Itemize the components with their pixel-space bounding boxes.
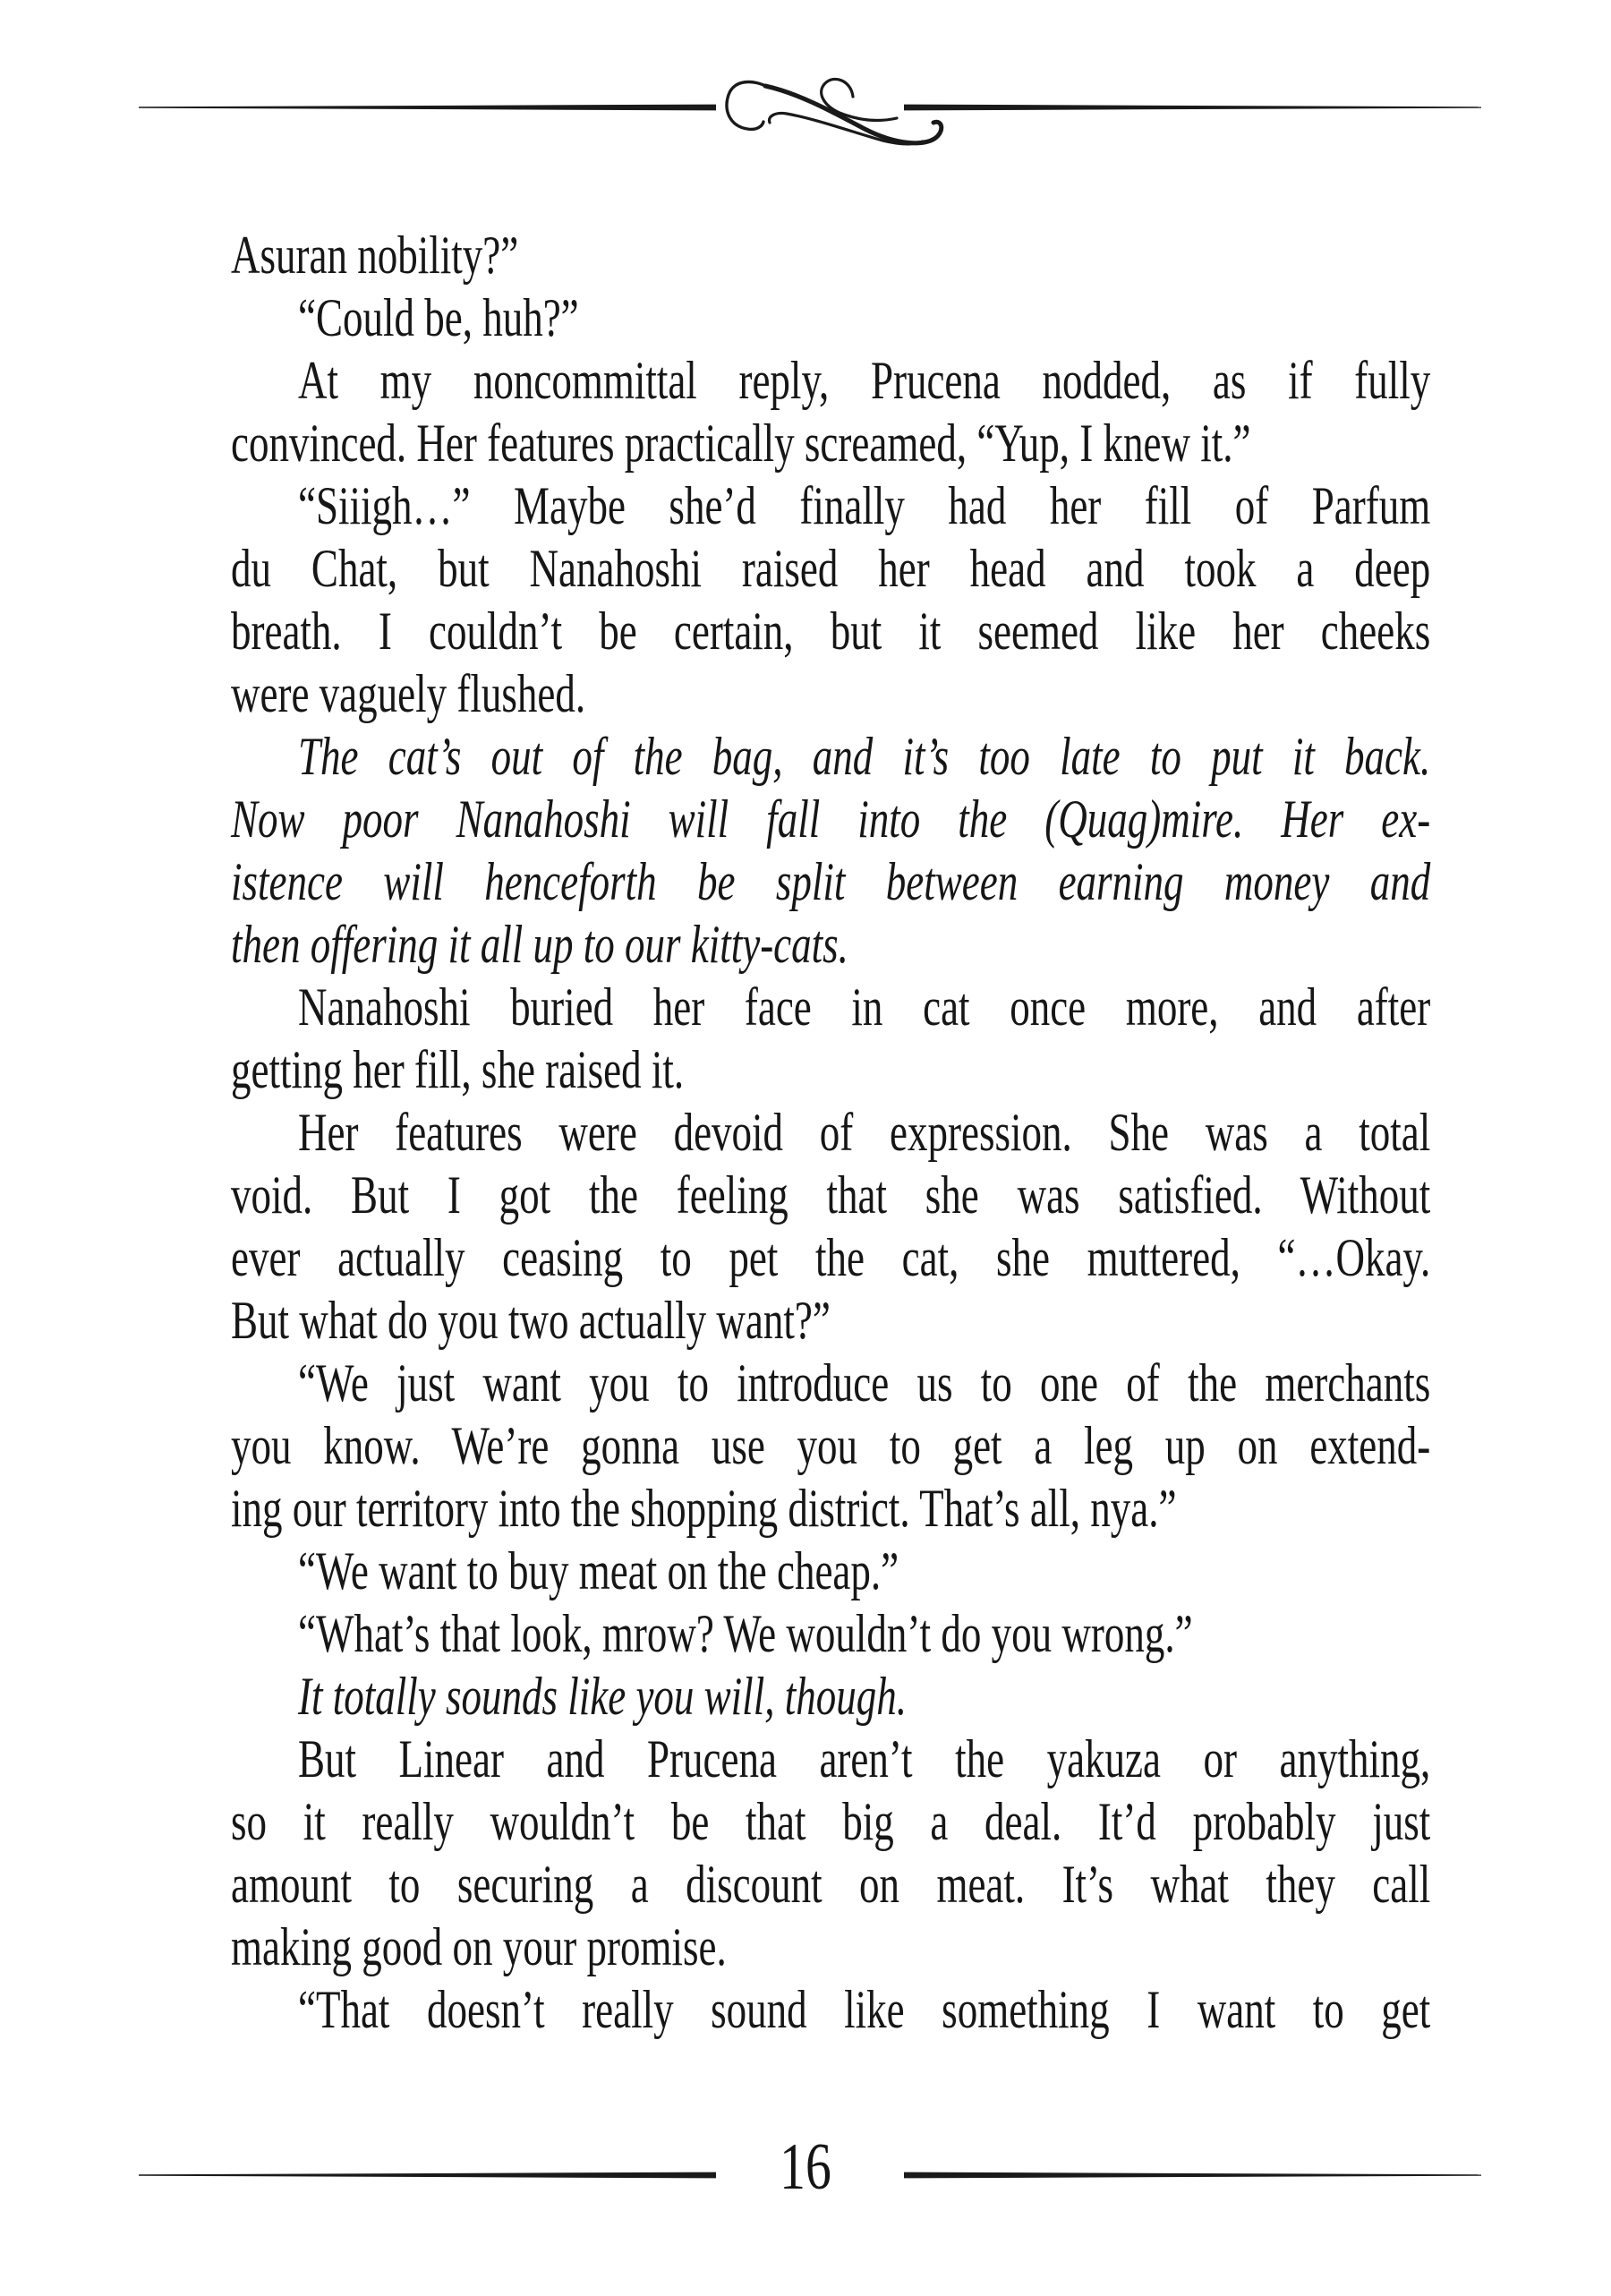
body-line: breath. I couldn’t be certain, but it seemed like her cheeks — [231, 602, 1431, 661]
body-line: amount to securing a discount on meat. It’s what they call — [231, 1855, 1431, 1914]
body-line-italic: istence will henceforth be split between earning money and — [231, 852, 1431, 911]
header-rule-right — [904, 105, 1481, 111]
body-line: ing our territory into the shopping district. That’s all, nya.” — [231, 1479, 1177, 1538]
page-number: 16 — [780, 2130, 831, 2204]
body-line: But what do you two actually want?” — [231, 1291, 831, 1350]
body-line: Her features were devoid of expression. She was a total — [298, 1103, 1431, 1162]
body-line-italic: It totally sounds like you will, though. — [298, 1667, 907, 1726]
body-line: void. But I got the feeling that she was satisfied. Without — [231, 1165, 1431, 1225]
body-line: were vaguely flushed. — [231, 664, 586, 723]
body-line: But Linear and Prucena aren’t the yakuza or anything, — [298, 1729, 1431, 1788]
body-line: “That doesn’t really sound like something I want to get — [298, 1980, 1431, 2039]
body-line: “Siiigh…” Maybe she’d finally had her fill of Parfum — [298, 476, 1431, 535]
body-line: “We just want you to introduce us to one of the merchants — [298, 1353, 1431, 1413]
body-line: “Could be, huh?” — [298, 288, 579, 347]
body-line-italic: The cat’s out of the bag, and it’s too late to put it back. — [298, 727, 1431, 786]
body-line: Asuran nobility?” — [231, 226, 519, 285]
body-line: convinced. Her features practically screamed, “Yup, I knew it.” — [231, 414, 1251, 473]
body-line-italic: then offering it all up to our kitty-cats. — [231, 915, 848, 974]
body-line: “We want to buy meat on the cheap.” — [298, 1541, 899, 1600]
body-line: getting her fill, she raised it. — [231, 1040, 685, 1099]
body-line: ever actually ceasing to pet the cat, she muttered, “…Okay. — [231, 1228, 1431, 1287]
body-line: you know. We’re gonna use you to get a leg up on extend- — [231, 1416, 1431, 1475]
body-line: Nanahoshi buried her face in cat once more, and after — [298, 977, 1431, 1037]
body-line: “What’s that look, mrow? We wouldn’t do you wrong.” — [298, 1604, 1193, 1663]
body-line: At my noncommittal reply, Prucena nodded, as if fully — [298, 351, 1431, 410]
body-line: du Chat, but Nanahoshi raised her head and took a deep — [231, 539, 1431, 598]
body-line: making good on your promise. — [231, 1917, 727, 1976]
body-line-italic: Now poor Nanahoshi will fall into the (Quag)mire. Her ex- — [231, 790, 1431, 849]
header-flourish-icon — [727, 79, 942, 143]
header-divider — [139, 105, 1481, 111]
text-block — [231, 224, 1430, 2041]
body-line: so it really wouldn’t be that big a deal. It’d probably just — [231, 1792, 1431, 1851]
header-rule-left — [139, 105, 716, 111]
